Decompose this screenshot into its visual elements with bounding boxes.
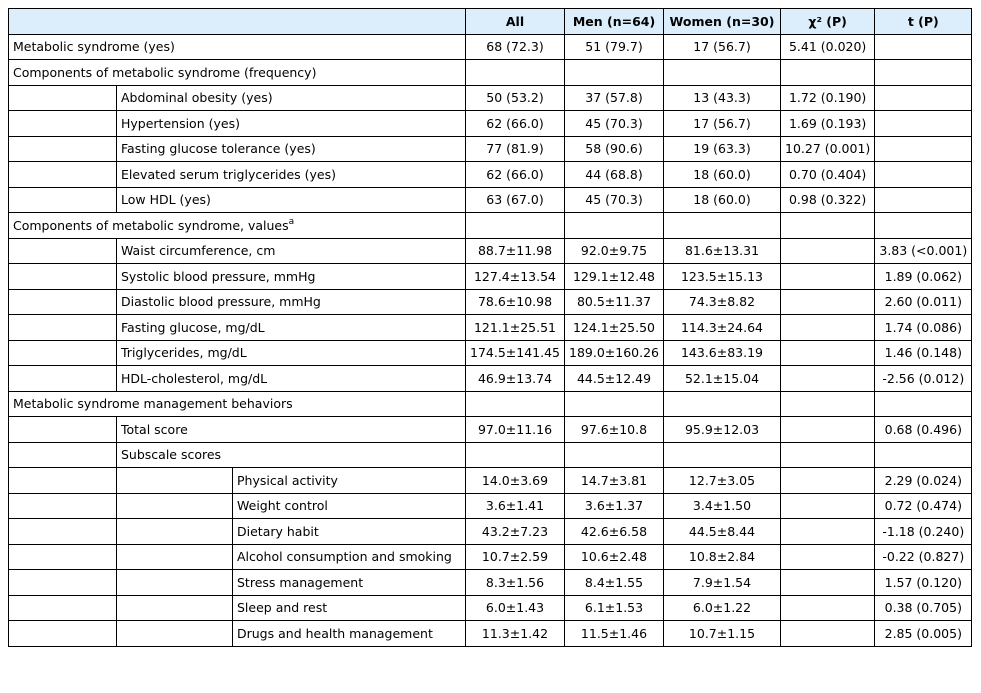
header-t-test: t (P) — [875, 9, 972, 35]
cell-men: 10.6±2.48 — [565, 544, 664, 570]
table-body — [9, 34, 972, 646]
row-label — [233, 493, 466, 519]
cell-chi — [781, 442, 875, 468]
indent-cell — [117, 493, 233, 519]
cell-all — [466, 391, 565, 417]
cell-t: 0.68 (0.496) — [875, 417, 972, 443]
cell-men: 51 (79.7) — [565, 34, 664, 60]
table-row — [9, 60, 972, 86]
cell-women: 3.4±1.50 — [664, 493, 781, 519]
row-label — [233, 468, 466, 494]
cell-chi — [781, 468, 875, 494]
cell-men: 45 (70.3) — [565, 187, 664, 213]
row-label — [117, 111, 466, 137]
table-row — [9, 544, 972, 570]
cell-all: 127.4±13.54 — [466, 264, 565, 290]
cell-men: 8.4±1.55 — [565, 570, 664, 596]
indent-cell — [117, 595, 233, 621]
cell-women: 17 (56.7) — [664, 34, 781, 60]
cell-chi — [781, 570, 875, 596]
cell-chi — [781, 264, 875, 290]
cell-all: 88.7±11.98 — [466, 238, 565, 264]
cell-men — [565, 391, 664, 417]
cell-women — [664, 391, 781, 417]
cell-chi: 0.98 (0.322) — [781, 187, 875, 213]
row-label — [9, 213, 466, 239]
cell-t — [875, 391, 972, 417]
row-label — [9, 391, 466, 417]
row-label-text: Systolic blood pressure, mmHg — [121, 268, 316, 284]
row-label-text: Abdominal obesity (yes) — [121, 90, 273, 106]
table-row — [9, 315, 972, 341]
indent-cell — [117, 468, 233, 494]
row-label-text: Hypertension (yes) — [121, 115, 240, 131]
cell-chi — [781, 493, 875, 519]
cell-chi — [781, 60, 875, 86]
cell-men: 11.5±1.46 — [565, 621, 664, 647]
cell-chi — [781, 595, 875, 621]
cell-all: 63 (67.0) — [466, 187, 565, 213]
cell-chi — [781, 238, 875, 264]
cell-women: 17 (56.7) — [664, 111, 781, 137]
cell-all: 10.7±2.59 — [466, 544, 565, 570]
row-label — [117, 85, 466, 111]
cell-women: 12.7±3.05 — [664, 468, 781, 494]
cell-t: 2.29 (0.024) — [875, 468, 972, 494]
cell-t: 1.46 (0.148) — [875, 340, 972, 366]
cell-chi: 5.41 (0.020) — [781, 34, 875, 60]
cell-chi: 0.70 (0.404) — [781, 162, 875, 188]
table-row — [9, 187, 972, 213]
data-table — [8, 8, 972, 647]
cell-all: 62 (66.0) — [466, 111, 565, 137]
row-label — [117, 289, 466, 315]
header-all: All — [466, 9, 565, 35]
cell-all: 43.2±7.23 — [466, 519, 565, 545]
table-row — [9, 162, 972, 188]
row-label-text: Metabolic syndrome (yes) — [13, 39, 175, 55]
footnote-marker: a — [288, 216, 295, 227]
row-label-text: Metabolic syndrome management behaviors — [13, 396, 293, 412]
table-row — [9, 289, 972, 315]
table-row — [9, 136, 972, 162]
table-row — [9, 340, 972, 366]
indent-cell — [9, 264, 117, 290]
indent-cell — [117, 519, 233, 545]
cell-men: 6.1±1.53 — [565, 595, 664, 621]
header-blank-cell — [9, 9, 466, 35]
cell-t: 2.60 (0.011) — [875, 289, 972, 315]
cell-all: 174.5±141.45 — [466, 340, 565, 366]
cell-men: 124.1±25.50 — [565, 315, 664, 341]
row-label-text: Sleep and rest — [237, 600, 328, 616]
cell-all: 3.6±1.41 — [466, 493, 565, 519]
cell-t: 0.38 (0.705) — [875, 595, 972, 621]
cell-all: 50 (53.2) — [466, 85, 565, 111]
table-row — [9, 595, 972, 621]
cell-men: 14.7±3.81 — [565, 468, 664, 494]
cell-chi — [781, 519, 875, 545]
cell-chi — [781, 544, 875, 570]
indent-cell — [9, 366, 117, 392]
row-label — [9, 34, 466, 60]
table-row — [9, 85, 972, 111]
cell-t: -0.22 (0.827) — [875, 544, 972, 570]
cell-all: 14.0±3.69 — [466, 468, 565, 494]
cell-all: 62 (66.0) — [466, 162, 565, 188]
table-row — [9, 264, 972, 290]
row-label-text: Alcohol consumption and smoking — [237, 549, 452, 565]
cell-women: 44.5±8.44 — [664, 519, 781, 545]
cell-women: 114.3±24.64 — [664, 315, 781, 341]
table-row — [9, 468, 972, 494]
cell-men — [565, 213, 664, 239]
cell-chi: 1.72 (0.190) — [781, 85, 875, 111]
cell-chi: 1.69 (0.193) — [781, 111, 875, 137]
row-label-text: Components of metabolic syndrome (frequency) — [13, 64, 317, 80]
header-chi-square: χ² (P) — [781, 9, 875, 35]
cell-men: 97.6±10.8 — [565, 417, 664, 443]
cell-t: 1.74 (0.086) — [875, 315, 972, 341]
indent-cell — [9, 315, 117, 341]
row-label-text: Total score — [121, 421, 188, 437]
cell-t — [875, 60, 972, 86]
cell-chi: 10.27 (0.001) — [781, 136, 875, 162]
table-row — [9, 417, 972, 443]
row-label — [233, 570, 466, 596]
row-label — [117, 417, 466, 443]
table-row — [9, 570, 972, 596]
table-container — [8, 8, 972, 647]
indent-cell — [9, 519, 117, 545]
cell-chi — [781, 417, 875, 443]
row-label-text: Subscale scores — [121, 447, 222, 463]
cell-all: 78.6±10.98 — [466, 289, 565, 315]
row-label-text: Elevated serum triglycerides (yes) — [121, 166, 336, 182]
cell-men: 44.5±12.49 — [565, 366, 664, 392]
cell-t: 0.72 (0.474) — [875, 493, 972, 519]
cell-t — [875, 442, 972, 468]
cell-women: 13 (43.3) — [664, 85, 781, 111]
cell-all: 11.3±1.42 — [466, 621, 565, 647]
cell-all: 46.9±13.74 — [466, 366, 565, 392]
row-label — [233, 519, 466, 545]
indent-cell — [9, 417, 117, 443]
cell-men: 92.0±9.75 — [565, 238, 664, 264]
cell-men: 37 (57.8) — [565, 85, 664, 111]
table-row — [9, 34, 972, 60]
row-label — [117, 136, 466, 162]
cell-all: 77 (81.9) — [466, 136, 565, 162]
indent-cell — [9, 595, 117, 621]
cell-women: 10.7±1.15 — [664, 621, 781, 647]
row-label — [117, 187, 466, 213]
table-row — [9, 238, 972, 264]
indent-cell — [117, 621, 233, 647]
cell-men: 3.6±1.37 — [565, 493, 664, 519]
row-label — [9, 60, 466, 86]
row-label-text: Fasting glucose, mg/dL — [121, 319, 265, 335]
cell-women: 7.9±1.54 — [664, 570, 781, 596]
cell-all: 121.1±25.51 — [466, 315, 565, 341]
cell-all: 8.3±1.56 — [466, 570, 565, 596]
cell-men — [565, 442, 664, 468]
cell-t — [875, 136, 972, 162]
cell-women: 18 (60.0) — [664, 162, 781, 188]
cell-men: 45 (70.3) — [565, 111, 664, 137]
indent-cell — [9, 136, 117, 162]
indent-cell — [9, 570, 117, 596]
cell-all: 6.0±1.43 — [466, 595, 565, 621]
cell-women: 143.6±83.19 — [664, 340, 781, 366]
row-label-text: Physical activity — [237, 472, 338, 488]
indent-cell — [9, 187, 117, 213]
cell-t: 1.57 (0.120) — [875, 570, 972, 596]
row-label-text: Diastolic blood pressure, mmHg — [121, 294, 321, 310]
table-row — [9, 213, 972, 239]
table-row — [9, 442, 972, 468]
cell-women: 74.3±8.82 — [664, 289, 781, 315]
cell-women — [664, 213, 781, 239]
cell-t — [875, 162, 972, 188]
row-label-text: Weight control — [237, 498, 328, 514]
cell-chi — [781, 621, 875, 647]
indent-cell — [9, 340, 117, 366]
table-row — [9, 519, 972, 545]
cell-women: 6.0±1.22 — [664, 595, 781, 621]
row-label-text: Stress management — [237, 574, 364, 590]
row-label-text: Waist circumference, cm — [121, 243, 276, 259]
cell-women: 52.1±15.04 — [664, 366, 781, 392]
row-label — [117, 366, 466, 392]
cell-t: -2.56 (0.012) — [875, 366, 972, 392]
indent-cell — [9, 468, 117, 494]
cell-t — [875, 34, 972, 60]
row-label-text: Components of metabolic syndrome, values — [13, 217, 289, 233]
indent-cell — [9, 493, 117, 519]
row-label — [233, 544, 466, 570]
row-label-text: Triglycerides, mg/dL — [121, 345, 247, 361]
cell-t: 3.83 (<0.001) — [875, 238, 972, 264]
cell-women: 19 (63.3) — [664, 136, 781, 162]
cell-all — [466, 442, 565, 468]
indent-cell — [9, 162, 117, 188]
row-label — [117, 315, 466, 341]
row-label-text: Fasting glucose tolerance (yes) — [121, 141, 316, 157]
cell-women: 10.8±2.84 — [664, 544, 781, 570]
row-label — [117, 162, 466, 188]
indent-cell — [117, 570, 233, 596]
header-row — [9, 9, 972, 35]
cell-men: 129.1±12.48 — [565, 264, 664, 290]
cell-t — [875, 85, 972, 111]
indent-cell — [9, 85, 117, 111]
row-label-text: Low HDL (yes) — [121, 192, 211, 208]
table-row — [9, 391, 972, 417]
row-label — [233, 621, 466, 647]
cell-chi — [781, 289, 875, 315]
cell-t: 1.89 (0.062) — [875, 264, 972, 290]
header-women: Women (n=30) — [664, 9, 781, 35]
cell-chi — [781, 366, 875, 392]
cell-chi — [781, 391, 875, 417]
header-men: Men (n=64) — [565, 9, 664, 35]
cell-men: 44 (68.8) — [565, 162, 664, 188]
cell-t: -1.18 (0.240) — [875, 519, 972, 545]
cell-all: 97.0±11.16 — [466, 417, 565, 443]
row-label — [233, 595, 466, 621]
cell-women: 18 (60.0) — [664, 187, 781, 213]
cell-women: 81.6±13.31 — [664, 238, 781, 264]
table-row — [9, 621, 972, 647]
indent-cell — [9, 238, 117, 264]
cell-all — [466, 213, 565, 239]
cell-women — [664, 442, 781, 468]
indent-cell — [117, 544, 233, 570]
indent-cell — [9, 544, 117, 570]
row-label-text: HDL-cholesterol, mg/dL — [121, 370, 268, 386]
table-row — [9, 111, 972, 137]
table-row — [9, 366, 972, 392]
cell-chi — [781, 213, 875, 239]
cell-t — [875, 213, 972, 239]
cell-chi — [781, 340, 875, 366]
row-label — [117, 340, 466, 366]
row-label-text: Drugs and health management — [237, 625, 433, 641]
cell-t — [875, 187, 972, 213]
indent-cell — [9, 621, 117, 647]
row-label — [117, 442, 466, 468]
cell-women: 123.5±15.13 — [664, 264, 781, 290]
indent-cell — [9, 111, 117, 137]
cell-men — [565, 60, 664, 86]
row-label-text: Dietary habit — [237, 523, 319, 539]
cell-all: 68 (72.3) — [466, 34, 565, 60]
indent-cell — [9, 442, 117, 468]
cell-t: 2.85 (0.005) — [875, 621, 972, 647]
cell-t — [875, 111, 972, 137]
cell-chi — [781, 315, 875, 341]
row-label — [117, 238, 466, 264]
table-row — [9, 493, 972, 519]
cell-all — [466, 60, 565, 86]
cell-men: 42.6±6.58 — [565, 519, 664, 545]
cell-men: 189.0±160.26 — [565, 340, 664, 366]
cell-women: 95.9±12.03 — [664, 417, 781, 443]
indent-cell — [9, 289, 117, 315]
cell-men: 80.5±11.37 — [565, 289, 664, 315]
row-label — [117, 264, 466, 290]
cell-women — [664, 60, 781, 86]
cell-men: 58 (90.6) — [565, 136, 664, 162]
